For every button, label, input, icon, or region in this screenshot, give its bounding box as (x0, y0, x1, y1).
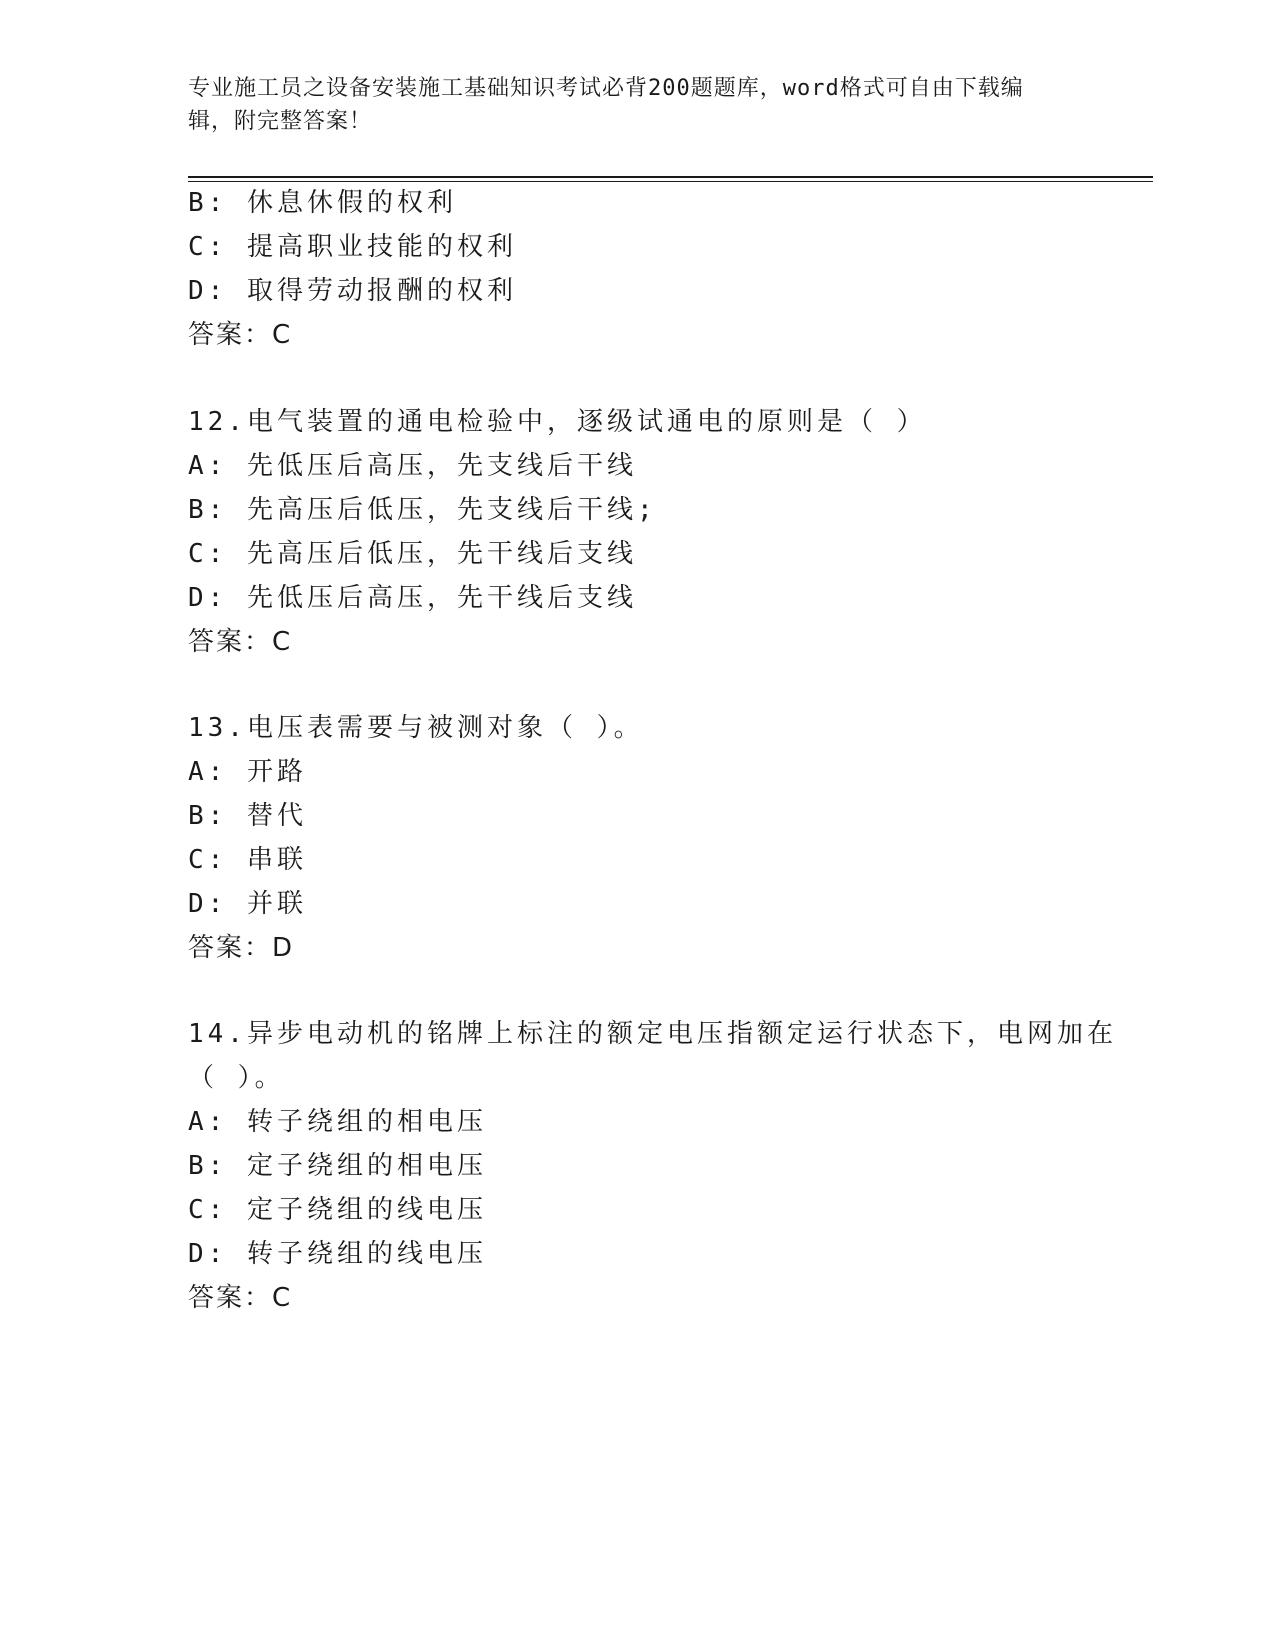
q13-option-a: A: 开路 (188, 757, 307, 787)
header-divider-thick (188, 176, 1153, 178)
q14-option-c: C: 定子绕组的线电压 (188, 1195, 487, 1225)
q13-option-c: C: 串联 (188, 845, 307, 875)
q11-option-c: C: 提高职业技能的权利 (188, 232, 517, 262)
q11-option-d: D: 取得劳动报酬的权利 (188, 276, 517, 306)
q12-option-a: A: 先低压后高压，先支线后干线 (188, 451, 637, 481)
q12-question: 12.电气装置的通电检验中，逐级试通电的原则是（ ） (188, 407, 927, 437)
q14-question-line1: 14.异步电动机的铭牌上标注的额定电压指额定运行状态下，电网加在 (188, 1019, 1117, 1049)
q14-answer: 答案：C (188, 1283, 293, 1313)
q13-answer: 答案：D (188, 933, 295, 963)
q13-option-d: D: 并联 (188, 889, 307, 919)
q11-option-b: B: 休息休假的权利 (188, 188, 457, 218)
q14-option-d: D: 转子绕组的线电压 (188, 1239, 487, 1269)
q12-answer: 答案：C (188, 627, 293, 657)
q12-option-d: D: 先低压后高压，先干线后支线 (188, 583, 637, 613)
q12-option-c: C: 先高压后低压，先干线后支线 (188, 539, 637, 569)
q12-option-b: B: 先高压后低压，先支线后干线; (188, 495, 657, 525)
q14-option-a: A: 转子绕组的相电压 (188, 1107, 487, 1137)
q14-option-b: B: 定子绕组的相电压 (188, 1151, 487, 1181)
q13-question: 13.电压表需要与被测对象（ ）。 (188, 713, 644, 743)
header-divider-thin (188, 181, 1153, 182)
q13-option-b: B: 替代 (188, 801, 307, 831)
q11-answer: 答案：C (188, 320, 293, 350)
q14-question-line2: （ ）。 (188, 1063, 285, 1093)
document-header-title: 专业施工员之设备安装施工基础知识考试必背200题题库，word格式可自由下载编辑，附完整答案！ (188, 76, 1024, 134)
